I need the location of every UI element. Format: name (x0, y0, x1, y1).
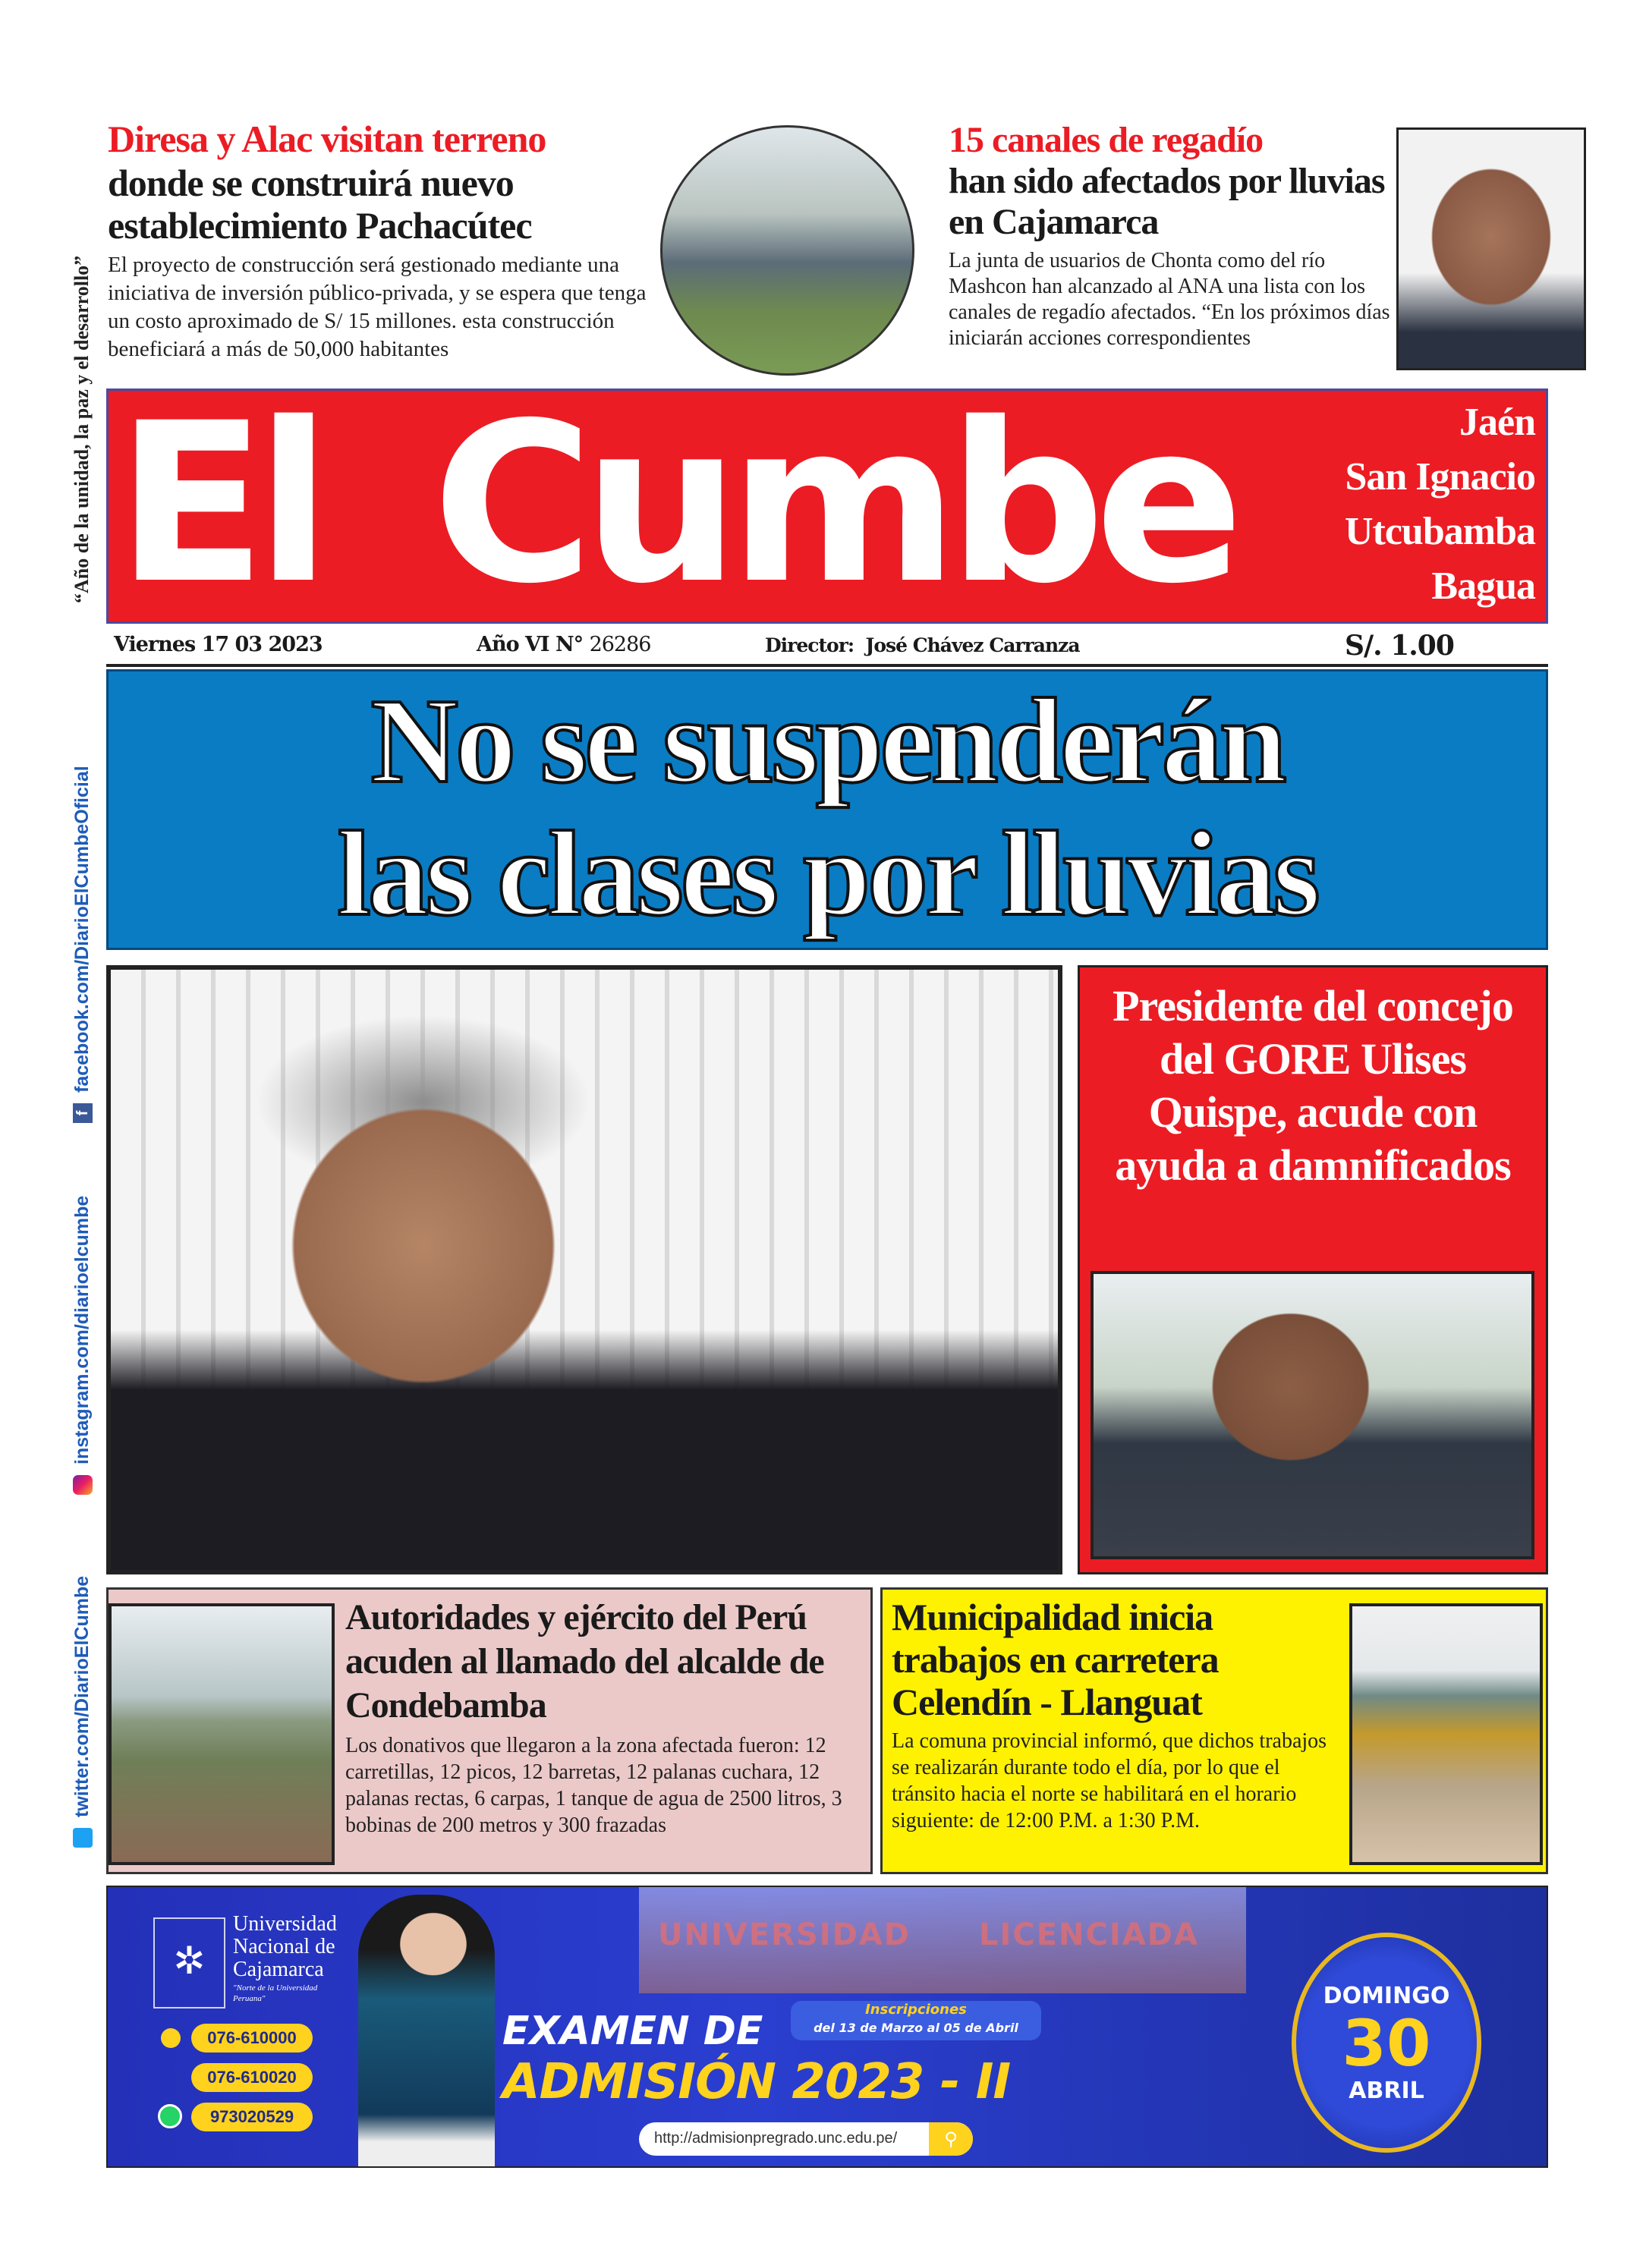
search-icon: ⚲ (929, 2122, 973, 2156)
side-story-title: Presidente del concejo del GORE Ulises Quispe, acude con ayuda a damnificados (1113, 981, 1513, 1190)
story-photo (1349, 1603, 1543, 1865)
headline-line-1: No se suspenderán (370, 673, 1284, 808)
instagram-link[interactable] (70, 1196, 94, 1495)
story-body: La comuna provincial informó, que dichos trabajos se realizarán durante todo el día, por lo que el tránsito hacia el norte se habilitará en el horario siguiente: de 12:00 P.M. a 1:30 P.M. (892, 1729, 1327, 1832)
story-bottom-left[interactable] (106, 1587, 873, 1874)
issue-value: 26286 (589, 633, 651, 656)
issue-date: Viernes 17 03 2023 (114, 633, 323, 656)
masthead-cities (1345, 395, 1535, 614)
side-story-photo (1091, 1271, 1534, 1559)
story-body: El proyecto de construcción será gestionado mediante una iniciativa de inversión público-privada, y se espera que tenga un costo aproximado de S/ 15 millones. esta construcción beneficiará a más de 50,000 habitantes (108, 253, 647, 361)
ad-bg-word: UNIVERSIDAD (658, 1917, 911, 1952)
city: Utcubamba (1344, 510, 1535, 553)
exam-line-2: ADMISIÓN 2023 - II (502, 2054, 1011, 2110)
url-bar[interactable] (639, 2122, 973, 2156)
university-name (233, 1913, 351, 2004)
story-top-right[interactable] (949, 120, 1393, 351)
exam-date-badge (1292, 1933, 1481, 2153)
exam-day: DOMINGO (1323, 1983, 1450, 2009)
motto: “Año de la unidad, la paz y el desarrollo” (71, 255, 93, 603)
story-title: Autoridades y ejército del Perú acuden al llamado del alcalde de Condebamba (345, 1597, 824, 1725)
price: S/. 1.00 (1345, 630, 1454, 662)
year-label: Año VI N° (477, 633, 584, 656)
city: San Ignacio (1345, 455, 1535, 499)
phone-icon (161, 2028, 181, 2048)
university-slogan: "Norte de la Universidad Peruana" (233, 1983, 318, 2003)
city: Bagua (1431, 565, 1535, 608)
story-photo-portrait (1396, 127, 1586, 370)
masthead (106, 388, 1548, 624)
exam-month: ABRIL (1349, 2078, 1424, 2104)
issue-number (477, 633, 650, 656)
story-title: donde se construirá nuevo establecimiento Pachacútec (108, 162, 532, 247)
story-body: La junta de usuarios de Chonta como del río Mashcon han alcanzado al ANA una lista con los canales de regadío afectados. “En los próximos días iniciarán acciones correspondientes (949, 249, 1390, 351)
inscripciones-dates: del 13 de Marzo al 05 de Abril (814, 2021, 1018, 2035)
instagram-icon (73, 1475, 93, 1495)
story-title: han sido afectados por lluvias en Cajamarca (949, 160, 1385, 242)
university-logo: ✲ (153, 1917, 225, 2008)
university-line: Universidad (233, 1912, 337, 1936)
ad-bg-text (658, 1917, 1199, 1952)
side-story[interactable] (1078, 965, 1548, 1574)
director-name: José Chávez Carranza (865, 634, 1080, 656)
phone-1[interactable]: 076-610000 (191, 2024, 313, 2053)
ad-model (358, 1895, 495, 2168)
story-kicker: 15 canales de regadío (949, 120, 1264, 160)
story-bottom-right[interactable] (880, 1587, 1548, 1874)
story-photo-circle (660, 125, 914, 376)
story-top-left[interactable] (108, 118, 654, 363)
story-photo (109, 1603, 335, 1865)
ad-bg-word: LICENCIADA (978, 1917, 1199, 1952)
city: Jaén (1459, 401, 1535, 444)
story-title: Municipalidad inicia trabajos en carretera Celendín - Llanguat (892, 1596, 1219, 1723)
story-body: Los donativos que llegaron a la zona afectada fueron: 12 carretillas, 12 picos, 12 barretas, 12 palanas cuchara, 12 palanas rectas, 6 carpas, 1 tanque de agua de 2500 litros, 3 bobinas de 200 metros y 300 frazadas (345, 1734, 842, 1837)
info-bar (114, 631, 1548, 662)
facebook-label: facebook.com/DiarioElCumbeOficial (71, 766, 93, 1093)
inscripciones-label: Inscripciones (865, 2002, 967, 2018)
twitter-label: twitter.com/DiarioElCumbe (71, 1575, 93, 1817)
phone-2[interactable]: 076-610020 (191, 2063, 313, 2092)
university-line: Cajamarca (233, 1958, 324, 1981)
inscripciones-badge (791, 2001, 1041, 2040)
story-kicker: Diresa y Alac visitan terreno (108, 118, 546, 160)
divider (106, 664, 1548, 667)
exam-date: 30 (1342, 2006, 1431, 2081)
phone-3[interactable]: 973020529 (191, 2103, 313, 2131)
instagram-label: instagram.com/diarioelcumbe (71, 1195, 93, 1464)
facebook-icon: f (73, 1103, 93, 1123)
twitter-link[interactable] (70, 1576, 94, 1848)
exam-line-1: EXAMEN DE (502, 2008, 763, 2054)
ad-banner[interactable] (106, 1886, 1548, 2168)
main-photo (106, 965, 1062, 1574)
facebook-link[interactable] (70, 766, 94, 1123)
twitter-icon (73, 1828, 93, 1848)
ad-url: http://admisionpregrado.unc.edu.pe/ (654, 2130, 898, 2147)
director-label: Director: (765, 634, 854, 656)
director (765, 634, 1080, 656)
masthead-title: El Cumbe (116, 388, 1234, 624)
headline-line-2: las clases por lluvias (337, 806, 1317, 941)
university-line: Nacional de (233, 1935, 335, 1958)
main-headline[interactable] (106, 669, 1548, 950)
whatsapp-icon (158, 2104, 182, 2128)
